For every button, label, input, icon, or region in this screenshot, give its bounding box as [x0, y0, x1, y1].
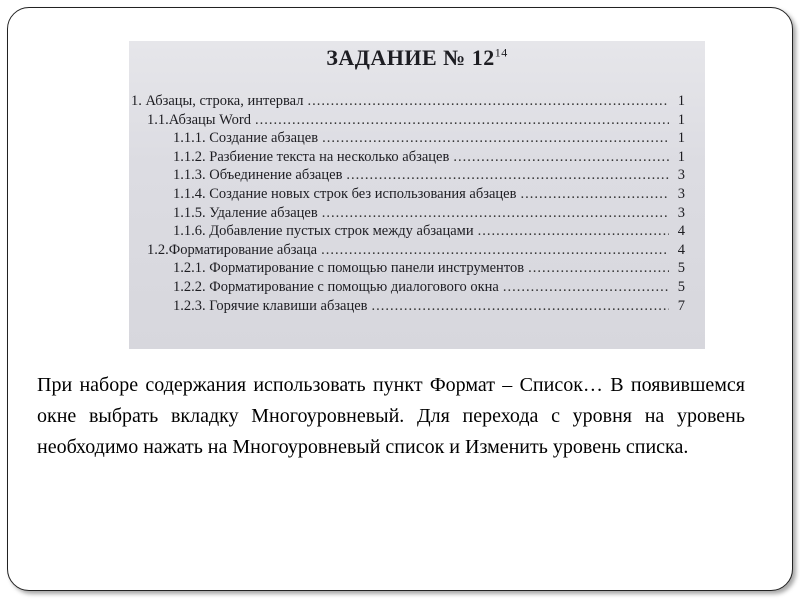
toc-entry [173, 260, 685, 280]
toc-entry-label: 1.2.2. Форматирование с помощью диалогового окна [173, 279, 499, 295]
toc-entry-label: 1.1.3. Объединение абзацев [173, 167, 343, 184]
toc-entry-label: 1. Абзацы, строка, интервал [131, 93, 304, 109]
toc-entry-label: 1.2.Форматирование абзаца [147, 241, 318, 258]
toc-entry-label: 1.1.5. Удаление абзацев [173, 204, 318, 221]
toc-entry-page: 1 [677, 111, 685, 128]
toc-leader-dots [346, 167, 669, 184]
toc-entry-label: 1.1.6. Добавление пустых строк между абзацами [173, 223, 474, 240]
toc-entry-label: 1.1.1. Создание абзацев [173, 130, 319, 147]
toc-leader-dots [528, 260, 669, 277]
toc-entry-page: 1 [677, 130, 685, 147]
toc-leader-dots [322, 205, 669, 222]
toc-entry-page: 4 [677, 241, 685, 258]
toc-entry [147, 112, 685, 132]
toc-leader-dots [308, 93, 670, 110]
toc-leader-dots [478, 223, 669, 240]
toc-entry [173, 279, 685, 299]
toc-entry-label: 1.2.1. Форматирование с помощью панели инструментов [173, 260, 525, 277]
toc-leader-dots [453, 149, 669, 166]
toc-entry [173, 186, 685, 206]
toc-entry-page: 7 [677, 297, 685, 314]
toc-entry [173, 205, 685, 225]
toc-entry-page: 3 [677, 186, 685, 202]
toc-entry-page: 5 [677, 279, 685, 295]
toc-entry [173, 298, 685, 318]
toc-leader-dots [520, 186, 669, 203]
toc-entry-page: 1 [677, 93, 685, 109]
toc-leader-dots [255, 112, 669, 129]
toc-entry-label: 1.2.3. Горячие клавиши абзацев [173, 297, 368, 314]
toc-entry-page: 4 [677, 223, 685, 240]
toc-entry-page: 5 [677, 260, 685, 277]
task-title-text: ЗАДАНИЕ № 12 [326, 45, 495, 70]
toc-entry-label: 1.1.Абзацы Word [147, 111, 252, 128]
toc-entry-page: 3 [677, 204, 685, 221]
toc-entry-page: 3 [677, 167, 685, 184]
toc-entry [131, 93, 685, 113]
toc-entry [147, 242, 685, 262]
toc-entry [173, 223, 685, 243]
toc-entry-label: 1.1.4. Создание новых строк без использования абзацев [173, 186, 517, 202]
toc-entry [173, 130, 685, 150]
toc-leader-dots [503, 279, 669, 296]
toc-leader-dots [322, 130, 669, 147]
task-title-superscript: 14 [494, 45, 508, 60]
toc-entry-page: 1 [677, 148, 685, 165]
toc-entry-label: 1.1.2. Разбиение текста на несколько абзацев [173, 148, 450, 165]
scanned-toc-image [129, 41, 705, 349]
toc-entry [173, 167, 685, 187]
toc-leader-dots [372, 298, 669, 315]
instruction-text: При наборе содержания использовать пункт Формат – Список… В появившемся окне выбрать вкладку Многоуровневый. Для перехода с уровня на уровень необходимо нажать на Многоуровневый список и Изменить уровень списка. [37, 374, 745, 458]
task-title [129, 45, 705, 71]
toc-entry [173, 149, 685, 169]
toc-leader-dots [321, 242, 669, 259]
